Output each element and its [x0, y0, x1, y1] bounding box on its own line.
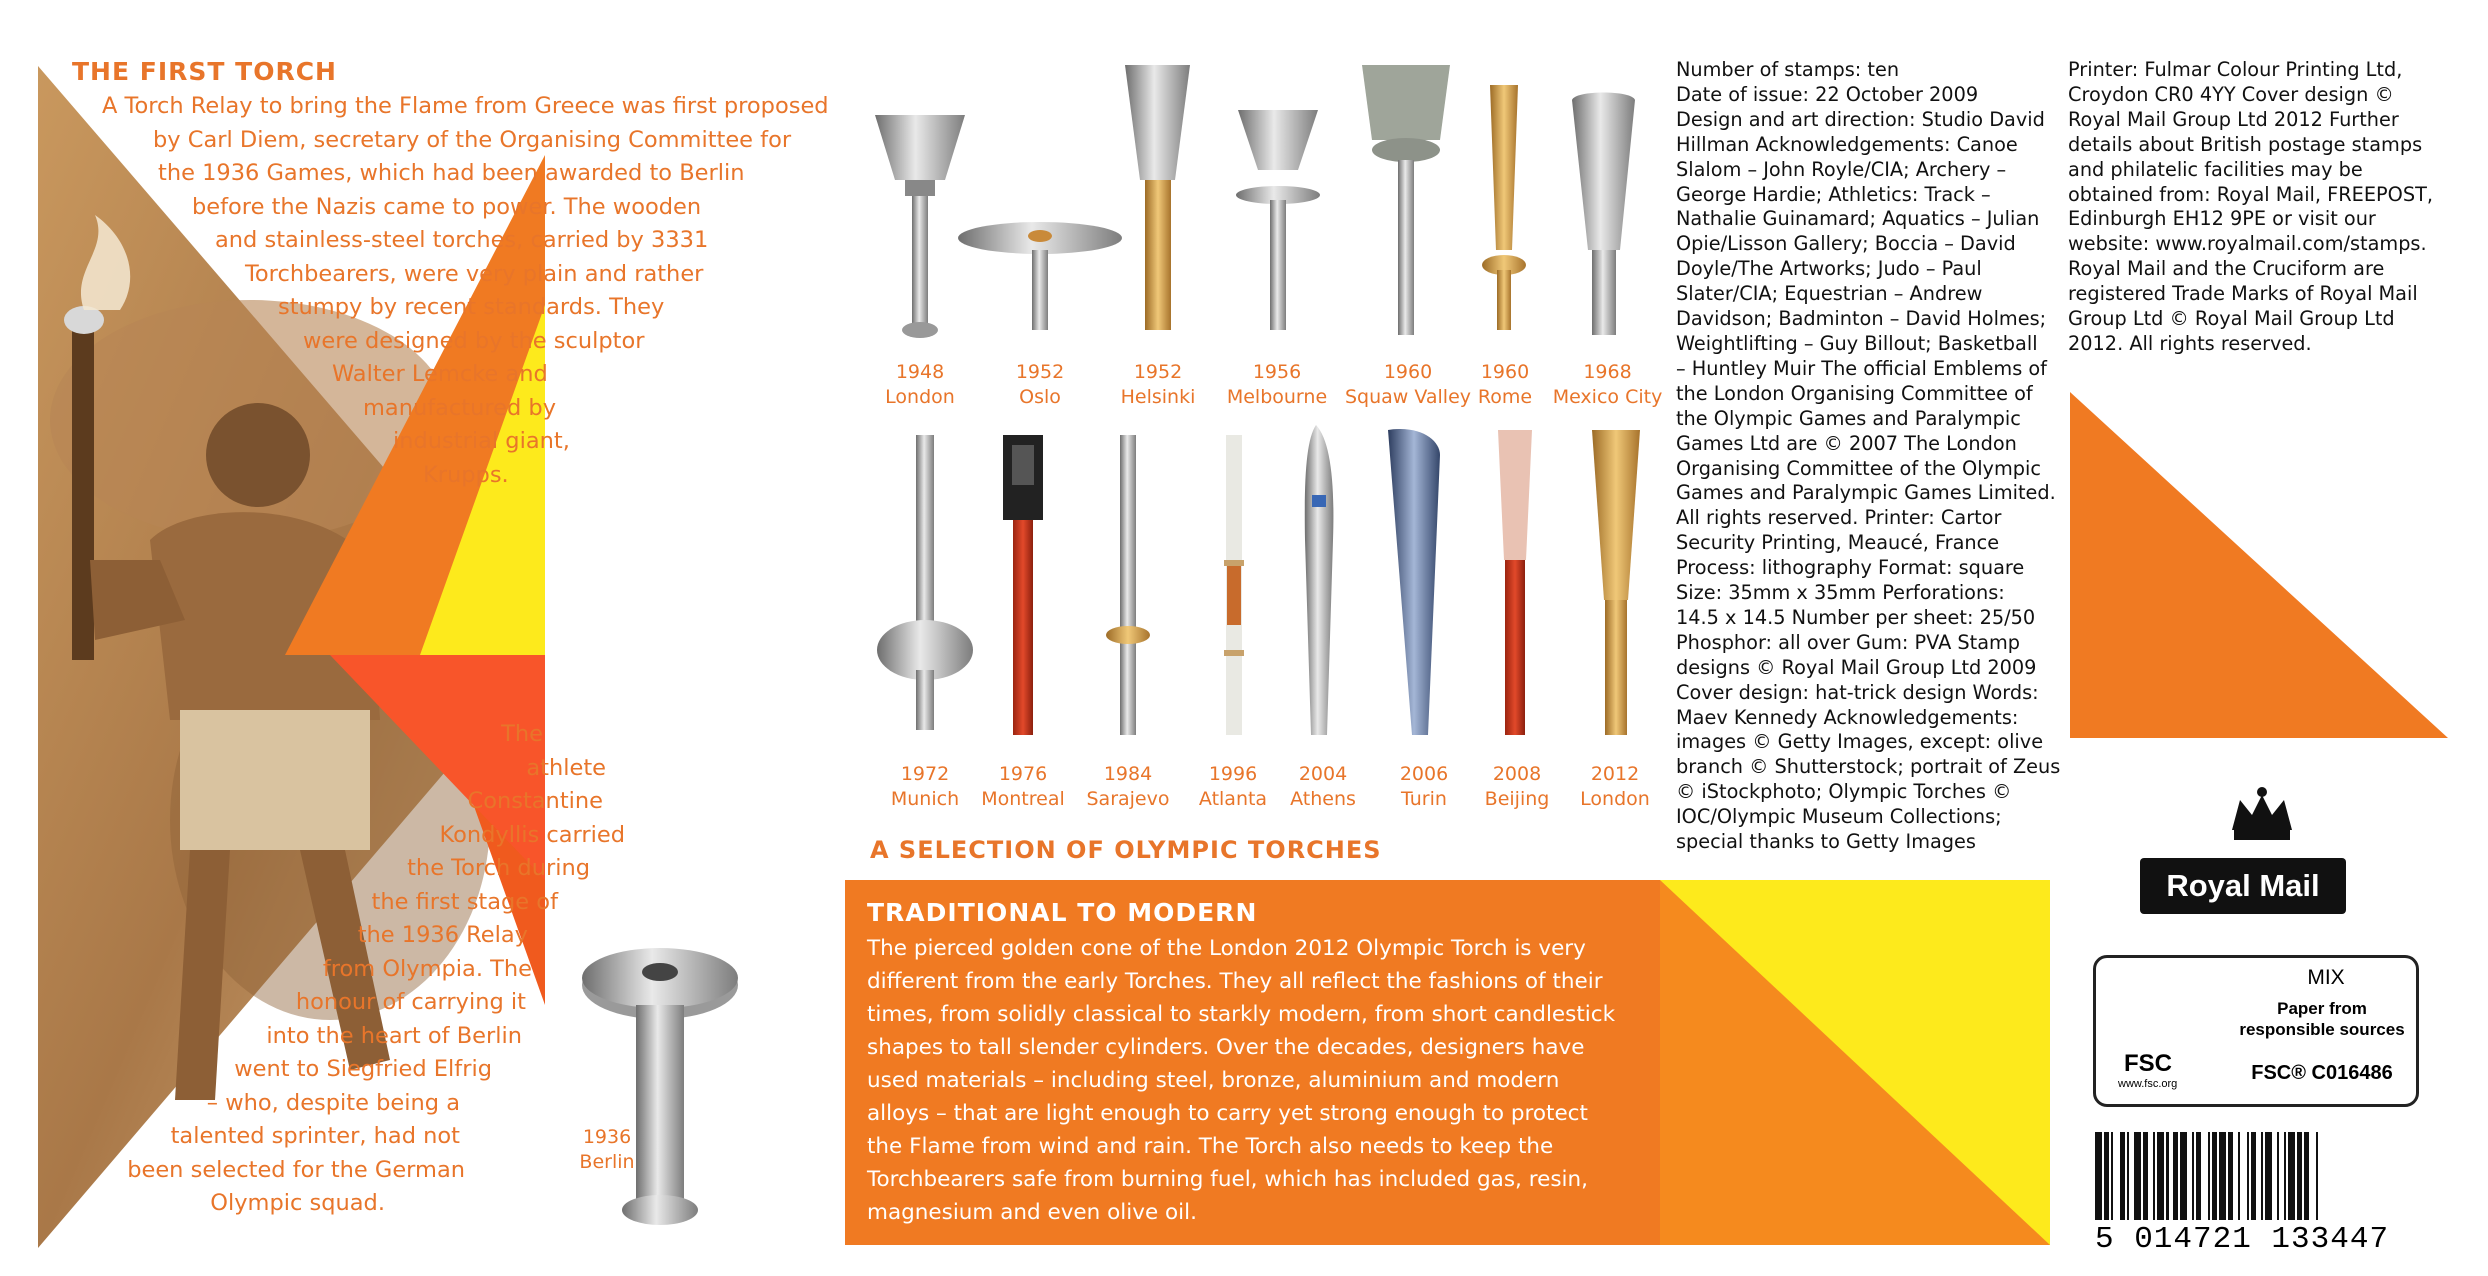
barcode	[2095, 1132, 2415, 1222]
text-line: – who, despite being a	[206, 1089, 460, 1116]
torch-1960-squaw-valley	[1362, 65, 1450, 335]
text-line: honour of carrying it	[295, 989, 526, 1015]
credit-line: Hillman Acknowledgements: Canoe	[1676, 132, 2018, 156]
torch-label	[865, 360, 975, 410]
barcode-bar	[2297, 1132, 2302, 1220]
torch-year: 1952	[1015, 361, 1065, 383]
printer-line: website: www.royalmail.com/stamps.	[2068, 232, 2427, 256]
torch-label	[1103, 360, 1213, 410]
printer-line: Royal Mail Group Ltd 2012 Further	[2068, 107, 2399, 131]
torch-label	[1550, 360, 1665, 410]
torch-label	[1560, 762, 1670, 812]
credit-line: Opie/Lisson Gallery; Boccia – David	[1676, 232, 2016, 256]
text-line: the first stage of	[371, 888, 558, 915]
torch-label-1936	[552, 1125, 662, 1175]
text-line: the 1936 Relay	[357, 922, 528, 948]
first-torch-body	[40, 90, 829, 492]
torch-year: 1976	[998, 763, 1048, 785]
text-line: from Olympia. The	[322, 955, 532, 982]
barcode-bar	[2095, 1132, 2102, 1220]
barcode-bar	[2261, 1132, 2263, 1220]
fsc-box	[2093, 955, 2419, 1107]
barcode-bar	[2166, 1132, 2168, 1220]
barcode-bar	[2208, 1132, 2210, 1220]
credit-line: Slalom – John Royle/CIA; Archery –	[1676, 157, 2007, 181]
text-line: and stainless-steel torches, carried by 3331	[215, 227, 709, 253]
credit-line: Size: 35mm x 35mm Perforations:	[1676, 581, 2005, 605]
barcode-bar	[2247, 1132, 2249, 1220]
credit-line: All rights reserved. Printer: Cartor	[1676, 506, 2002, 530]
credit-line: Organising Committee of the Olympic	[1676, 456, 2041, 480]
credit-line: designs © Royal Mail Group Ltd 2009	[1676, 655, 2037, 679]
printer-block	[2068, 58, 2433, 357]
text-line: Walter Lemcke and	[332, 361, 548, 387]
fsc-url: www.fsc.org	[2118, 1078, 2178, 1090]
text-line: Torchbearers, were very plain and rather	[245, 260, 704, 287]
torch-2012-london	[1592, 430, 1640, 735]
printer-line: Croydon CR0 4YY Cover design ©	[2068, 82, 2394, 106]
torch-city: Beijing	[1484, 788, 1550, 810]
printer-line: obtained from: Royal Mail, FREEPOST,	[2068, 182, 2433, 206]
torch-year: 2012	[1590, 763, 1640, 785]
torch-2004-athens	[1305, 425, 1334, 735]
torch-1948-london	[875, 115, 965, 338]
torch-year: 1956	[1252, 361, 1302, 383]
torch-city: Atlanta	[1198, 788, 1268, 810]
text-line: the 1936 Games, which had been awarded to Berlin	[158, 160, 745, 186]
torch-1952-oslo	[958, 222, 1122, 330]
torch-city: Mexico City	[1552, 386, 1663, 408]
barcode-bar	[2212, 1132, 2217, 1220]
text-line: athlete	[526, 754, 606, 781]
barcode-bar	[2238, 1132, 2240, 1220]
torch-label	[870, 762, 980, 812]
torch-city: Turin	[1401, 788, 1447, 810]
text-line: used materials – including steel, bronze, aluminium and modern	[867, 1068, 1560, 1093]
barcode-bar	[2219, 1132, 2226, 1220]
fsc-code: FSC® C016486	[2251, 1062, 2393, 1084]
torch-year: 1952	[1133, 361, 1183, 383]
torch-city: Athens	[1290, 788, 1356, 810]
torch-year: 1996	[1208, 763, 1258, 785]
torch-year: 1960	[1383, 361, 1433, 383]
barcode-bar	[2277, 1132, 2279, 1220]
credit-line: Slater/CIA; Equestrian – Andrew	[1676, 282, 1983, 306]
barcode-bar	[2192, 1132, 2194, 1220]
credit-line: Design and art direction: Studio David	[1676, 107, 2045, 131]
barcode-bar	[2228, 1132, 2233, 1220]
torch-2008-beijing	[1498, 430, 1532, 735]
text-line: were designed by the sculptor	[303, 327, 645, 354]
barcode-bar	[2173, 1132, 2178, 1220]
text-line: times, from solidly classical to starkly modern, from short candlestick	[867, 1002, 1616, 1027]
text-line: Torchbearers safe from burning fuel, which has included gas, resin,	[867, 1167, 1588, 1192]
text-line: manufactured by	[363, 394, 557, 421]
kondyllis-body	[90, 718, 630, 1221]
barcode-bar	[2120, 1132, 2125, 1220]
torch-label	[1073, 762, 1183, 812]
traditional-box	[845, 880, 1660, 1245]
credit-line: Maev Kennedy Acknowledgements:	[1676, 705, 2019, 729]
torch-label	[968, 762, 1078, 812]
torch-city: Helsinki	[1120, 386, 1196, 408]
barcode-bar	[2284, 1132, 2286, 1220]
torch-label	[1462, 762, 1572, 812]
credit-line: – Huntley Muir The official Emblems of	[1676, 356, 2047, 380]
torch-city: Melbourne	[1226, 386, 1328, 408]
royal-mail-logo	[2140, 858, 2346, 914]
torch-city: Montreal	[981, 788, 1065, 810]
credit-line: images © Getty Images, except: olive	[1676, 730, 2044, 754]
credit-line: the Olympic Games and Paralympic	[1676, 406, 2021, 430]
credit-line: Number of stamps: ten	[1676, 58, 1900, 81]
torch-year: 2008	[1492, 763, 1542, 785]
barcode-bar	[2196, 1132, 2201, 1220]
credit-line: Davidson; Badminton – David Holmes;	[1676, 307, 2047, 331]
torch-1996-atlanta	[1224, 435, 1244, 735]
barcode-number: 5 014721 133447	[2095, 1222, 2390, 1257]
torch-1952-helsinki	[1125, 65, 1190, 330]
torch-label	[985, 360, 1095, 410]
barcode-bar	[2157, 1132, 2164, 1220]
text-line: magnesium and even olive oil.	[867, 1200, 1197, 1225]
credit-line: Weightlifting – Guy Billout; Basketball	[1676, 331, 2038, 355]
text-line: went to Siegfried Elfrig	[234, 1056, 492, 1082]
text-line: been selected for the German	[127, 1156, 465, 1183]
text-line: by Carl Diem, secretary of the Organising Committee for	[153, 126, 792, 153]
torch-label	[1222, 360, 1332, 410]
fsc-label: FSC	[2124, 1050, 2172, 1077]
torch-city: Rome	[1477, 386, 1533, 408]
text-line: alloys – that are light enough to carry yet strong enough to protect	[867, 1101, 1588, 1126]
text-line: into the heart of Berlin	[266, 1022, 522, 1049]
text-line: stumpy by recent standards. They	[278, 294, 665, 320]
barcode-bar	[2104, 1132, 2109, 1220]
torch-city: London	[885, 386, 955, 408]
barcode-bar	[2153, 1132, 2155, 1220]
credit-line: branch © Shutterstock; portrait of Zeus	[1676, 755, 2061, 779]
barcode-bar	[2127, 1132, 2129, 1220]
torch-label	[1268, 762, 1378, 812]
credit-line: Phosphor: all over Gum: PVA Stamp	[1676, 630, 2021, 654]
barcode-bar	[2143, 1132, 2148, 1220]
fsc-paper-line1: Paper from	[2277, 999, 2367, 1018]
torch-1968-mexico-city	[1572, 93, 1635, 336]
traditional-heading: TRADITIONAL TO MODERN	[867, 898, 1258, 927]
credit-line: Games and Paralympic Games Limited.	[1676, 481, 2056, 505]
text-line: The	[501, 721, 543, 747]
barcode-bar	[2180, 1132, 2187, 1220]
credit-line: George Hardie; Athletics: Track –	[1676, 182, 1991, 206]
barcode-bar	[2304, 1132, 2309, 1220]
torch-1976-montreal	[1003, 435, 1043, 735]
text-line: Olympic squad.	[210, 1190, 385, 1216]
royal-mail-text: Royal Mail	[2166, 868, 2320, 903]
torch-city: Oslo	[1019, 386, 1061, 408]
text-line: shapes to tall slender cylinders. Over the decades, designers have	[867, 1035, 1585, 1060]
torch-city: Berlin	[579, 1151, 635, 1173]
printer-line: details about British postage stamps	[2068, 132, 2423, 156]
printer-line: and philatelic facilities may be	[2068, 157, 2363, 181]
torch-year: 1948	[895, 361, 945, 383]
torch-year: 1960	[1480, 361, 1530, 383]
printer-line: Edinburgh EH12 9PE or visit our	[2068, 207, 2376, 231]
torch-year: 1972	[900, 763, 950, 785]
fsc-paper	[2228, 998, 2416, 1040]
torch-city: Sarajevo	[1086, 788, 1170, 810]
torch-year: 1936	[582, 1126, 632, 1148]
printer-line: registered Trade Marks of Royal Mail	[2068, 282, 2418, 306]
credit-line: Doyle/The Artworks; Judo – Paul	[1676, 257, 1982, 281]
text-line: the Torch during	[407, 855, 590, 881]
barcode-bar	[2265, 1132, 2272, 1220]
torch-1960-rome	[1482, 85, 1526, 330]
text-line: the Flame from wind and rain. The Torch also needs to keep the	[867, 1134, 1554, 1159]
text-line: before the Nazis came to power. The wooden	[192, 193, 702, 220]
torch-1984-sarajevo	[1106, 435, 1150, 735]
torch-year: 2004	[1298, 763, 1348, 785]
credit-line: Cover design: hat-trick design Words:	[1676, 680, 2039, 704]
torch-year: 1984	[1103, 763, 1153, 785]
printer-line: Printer: Fulmar Colour Printing Ltd,	[2068, 58, 2403, 81]
text-line: Krupps.	[423, 461, 509, 488]
text-line: industrial giant,	[393, 428, 570, 454]
text-line: different from the early Torches. They all reflect the fashions of their	[867, 969, 1603, 994]
text-line: Kondyllis carried	[439, 821, 625, 848]
text-line: talented sprinter, had not	[170, 1123, 460, 1149]
text-line: A Torch Relay to bring the Flame from Greece was first proposed	[102, 93, 829, 119]
credit-line: special thanks to Getty Images	[1676, 830, 1976, 854]
credit-line: 14.5 x 14.5 Number per sheet: 25/50	[1676, 605, 2036, 629]
crown-icon	[2232, 787, 2292, 840]
credit-line: Date of issue: 22 October 2009	[1676, 82, 1979, 106]
credit-line: Nathalie Guinamard; Aquatics – Julian	[1676, 207, 2040, 231]
torch-2006-turin	[1388, 429, 1440, 735]
barcode-bar	[2251, 1132, 2256, 1220]
torch-city: London	[1580, 788, 1650, 810]
credit-line: Security Printing, Meaucé, France	[1676, 531, 2000, 555]
credit-line: the London Organising Committee of	[1676, 381, 2033, 405]
fsc-mix: MIX	[2307, 966, 2345, 989]
torch-year: 1968	[1583, 361, 1632, 383]
barcode-bar	[2134, 1132, 2141, 1220]
barcode-bar	[2288, 1132, 2295, 1220]
torch-1972-munich	[877, 435, 973, 730]
torch-city: Squaw Valley	[1344, 386, 1472, 408]
credits-block	[1676, 58, 2060, 855]
traditional-body	[867, 932, 1615, 1229]
torch-label	[1450, 360, 1560, 410]
credit-line: Games Ltd are © 2007 The London	[1676, 431, 2017, 455]
credit-line: Process: lithography Format: square	[1676, 556, 2025, 580]
credit-line: © iStockphoto; Olympic Torches ©	[1676, 780, 2012, 804]
first-torch-heading: THE FIRST TORCH	[72, 57, 337, 86]
torch-year: 2006	[1399, 763, 1449, 785]
barcode-bar	[2316, 1132, 2318, 1220]
printer-line: Group Ltd © Royal Mail Group Ltd	[2068, 307, 2395, 331]
credit-line: IOC/Olympic Museum Collections;	[1676, 805, 2002, 829]
orange-triangle-right	[2070, 392, 2448, 738]
torch-city: Munich	[890, 788, 960, 810]
selection-heading: A SELECTION OF OLYMPIC TORCHES	[870, 836, 1382, 864]
text-line: Constantine	[467, 788, 603, 814]
torch-1956-melbourne	[1236, 110, 1320, 330]
barcode-bar	[2111, 1132, 2113, 1220]
fsc-paper-line2: responsible sources	[2239, 1020, 2405, 1039]
printer-line: 2012. All rights reserved.	[2068, 331, 2312, 355]
printer-line: Royal Mail and the Cruciform are	[2068, 257, 2385, 281]
text-line: The pierced golden cone of the London 2012 Olympic Torch is very	[867, 936, 1586, 961]
